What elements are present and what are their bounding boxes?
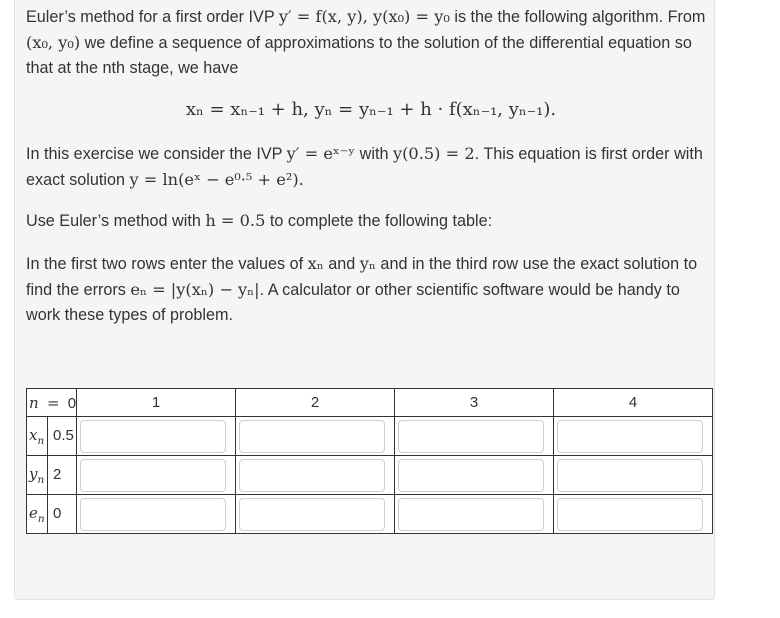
row-label-xn: [27, 417, 77, 456]
cell-e4: [554, 495, 713, 534]
header-col-3: 3: [395, 389, 554, 417]
step-text-a: Use Euler’s method with: [26, 212, 206, 230]
ivp-general-formula: y′ = f(x, y), y(x₀) = y₀: [278, 7, 450, 26]
y2-input[interactable]: [239, 459, 385, 492]
cell-x2: [236, 417, 395, 456]
cell-y2: [236, 456, 395, 495]
yn-row-symbol: [29, 465, 47, 486]
step-size-paragraph: [26, 208, 716, 234]
exercise-text-a: In this exercise we consider the IVP: [26, 145, 287, 163]
intro-text-a: Euler’s method for a first order IVP: [26, 8, 279, 26]
n-symbol: n: [29, 393, 39, 412]
xn-subscript: n: [37, 435, 45, 447]
cell-y3: [395, 456, 554, 495]
row-label-en: [27, 495, 77, 534]
cell-e3: [395, 495, 554, 534]
euler-table: [26, 388, 713, 534]
row-label-yn: [27, 456, 77, 495]
x4-input[interactable]: [557, 420, 703, 453]
en-subscript: n: [37, 513, 45, 525]
e4-input[interactable]: [557, 498, 703, 531]
cell-y1: [77, 456, 236, 495]
header-col-2: 2: [236, 389, 395, 417]
intro-text-b: is the the following algorithm. From: [449, 8, 706, 26]
step-text-b: to complete the following table:: [265, 212, 493, 230]
x0-value: 0.5: [47, 417, 74, 455]
instr-text-c: and in the third row use the exact solution to find the errors: [26, 255, 698, 299]
cell-x1: [77, 417, 236, 456]
ivp-formula: y′ = eˣ⁻ʸ: [286, 144, 356, 163]
xn-letter: x: [29, 426, 38, 444]
xn-symbol: xₙ: [307, 254, 324, 273]
cell-e2: [236, 495, 395, 534]
instr-text-b: and: [323, 255, 360, 273]
e0-value: 0: [47, 495, 61, 533]
yn-symbol: yₙ: [359, 254, 376, 273]
exercise-text-c: . This equation is first order with exact solution: [26, 145, 703, 189]
e1-input[interactable]: [80, 498, 226, 531]
cell-e1: [77, 495, 236, 534]
table-row-xn: [27, 417, 713, 456]
en-row-symbol: [29, 504, 47, 525]
cell-y4: [554, 456, 713, 495]
header-col-4: 4: [554, 389, 713, 417]
exercise-text-b: with: [355, 145, 393, 163]
y4-input[interactable]: [557, 459, 703, 492]
initial-point-formula: (x₀, y₀): [26, 33, 81, 52]
exercise-paragraph: [26, 141, 716, 193]
x3-input[interactable]: [398, 420, 544, 453]
header-label-cell: [27, 389, 77, 417]
equals-sign: =: [47, 393, 60, 412]
xn-row-symbol: [29, 426, 47, 447]
en-letter: e: [29, 504, 38, 522]
header-col-1: 1: [77, 389, 236, 417]
exact-solution: y = ln(eˣ − e⁰·⁵ + e²).: [129, 170, 304, 189]
initial-condition: y(0.5) = 2: [392, 144, 475, 163]
y0-value: 2: [47, 456, 61, 494]
intro-text-c: we define a sequence of approximations to the solution of the differential equation so that at the nth stage, we have: [26, 34, 692, 77]
e3-input[interactable]: [398, 498, 544, 531]
yn-letter: y: [29, 465, 38, 483]
yn-subscript: n: [37, 474, 45, 486]
x2-input[interactable]: [239, 420, 385, 453]
y1-input[interactable]: [80, 459, 226, 492]
error-formula: eₙ = |y(xₙ) − yₙ|: [130, 280, 260, 299]
euler-formula: xₙ = xₙ₋₁ + h, yₙ = yₙ₋₁ + h · f(xₙ₋₁, yₙ₋₁).: [185, 99, 557, 120]
e2-input[interactable]: [239, 498, 385, 531]
step-size: h = 0.5: [205, 211, 266, 230]
cell-x3: [395, 417, 554, 456]
table-row-en: [27, 495, 713, 534]
x1-input[interactable]: [80, 420, 226, 453]
instructions-paragraph: [26, 251, 716, 328]
intro-paragraph: [26, 4, 716, 81]
header-n0: 0: [67, 394, 77, 412]
instr-text-a: In the first two rows enter the values of: [26, 255, 308, 273]
table-row-yn: [27, 456, 713, 495]
cell-x4: [554, 417, 713, 456]
table-header-row: [27, 389, 713, 417]
y3-input[interactable]: [398, 459, 544, 492]
instr-text-d: . A calculator or other scientific software would be handy to work these types of problem.: [26, 281, 680, 324]
